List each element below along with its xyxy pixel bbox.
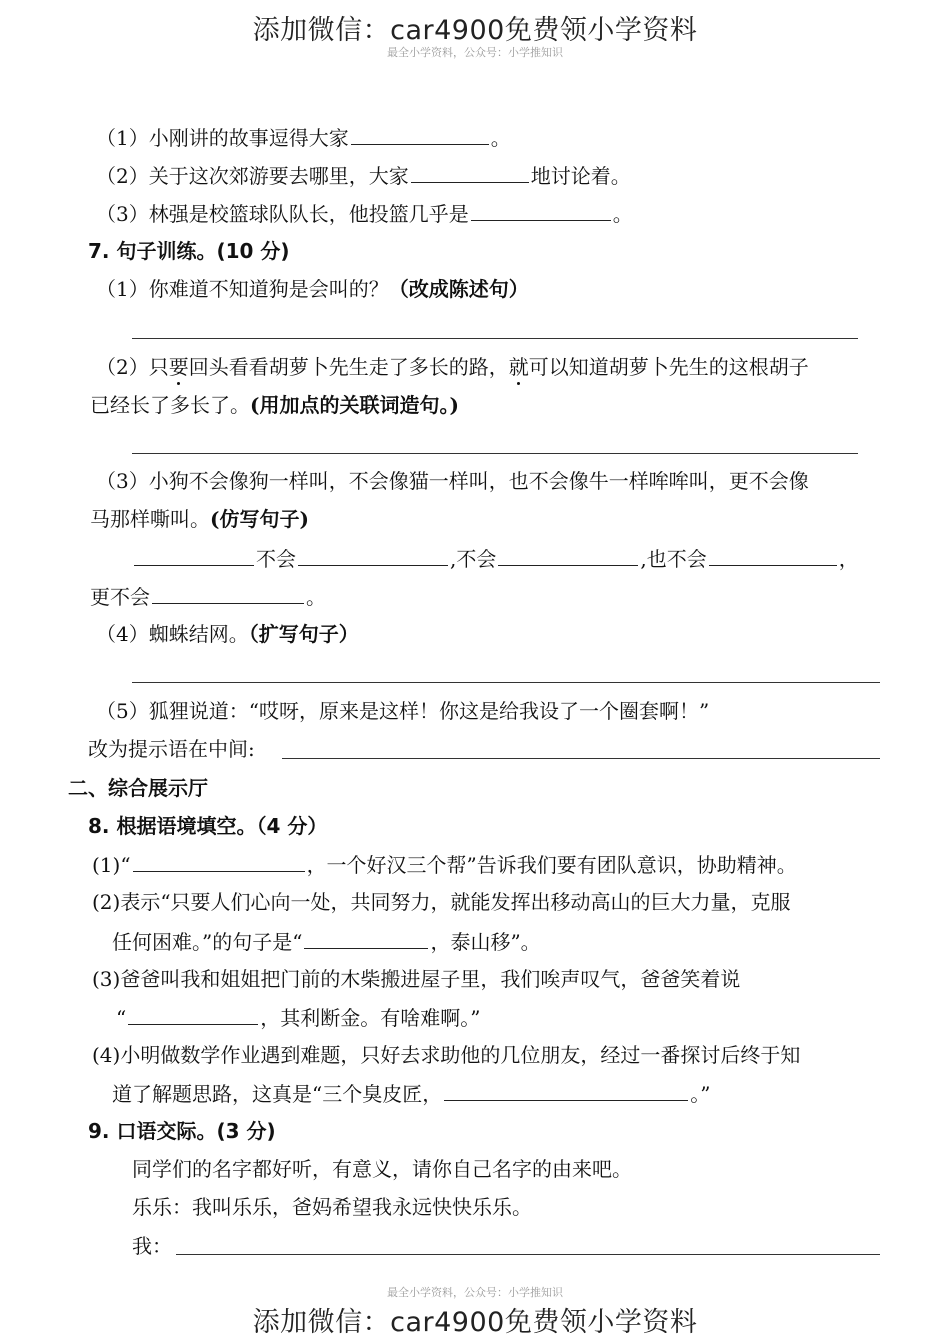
q8-item-3-line2 xyxy=(116,1004,480,1031)
q8-item-4-blank[interactable] xyxy=(444,1080,688,1101)
q8-item-2-post: ，泰山移”。 xyxy=(430,930,541,954)
q6-item-2-end: 地讨论着。 xyxy=(530,164,631,188)
promo-banner-bottom: 添加微信：car4900免费领小学资料 xyxy=(252,1307,698,1338)
q7-s2-text-d: 已经长了多长了。 xyxy=(90,393,250,417)
q7-s4-answer-line[interactable] xyxy=(132,682,880,683)
q6-item-2 xyxy=(96,162,631,189)
q7-s2-hint: (用加点的关联词造句。) xyxy=(250,393,459,417)
q7-s3-hint: (仿写句子) xyxy=(210,507,309,531)
q6-item-3-blank[interactable] xyxy=(471,200,611,221)
q7-s3-word-5: 更不会 xyxy=(90,585,150,609)
header-faint-text: 最全小学资料，公众号：小学推知识 xyxy=(387,46,563,59)
dotted-char-2: 就 xyxy=(508,355,529,379)
q7-s3-word-4: ， xyxy=(838,547,859,571)
q7-s4 xyxy=(96,621,359,647)
q7-s2-text-b: 回头看看胡萝卜先生走了多长的路， xyxy=(188,355,509,379)
q7-s3-fill-line2 xyxy=(90,583,326,610)
q7-s3-line1: （3）小狗不会像狗一样叫，不会像猫一样叫，也不会像牛一样哞哞叫，更不会像 xyxy=(96,469,809,493)
q8-item-4-post: 。” xyxy=(690,1082,711,1106)
q9-prompt: 同学们的名字都好听，有意义，请你自己名字的由来吧。 xyxy=(132,1157,632,1181)
dotted-char-1: 要 xyxy=(168,355,189,379)
q7-s3-word-1: 不会 xyxy=(256,547,296,571)
q6-item-3-end: 。 xyxy=(612,202,633,226)
q8-item-3-post: ，其利断金。有啥难啊。” xyxy=(260,1006,481,1030)
q7-s3-blank-3[interactable] xyxy=(498,545,638,566)
q7-s1-text: （1）你难道不知道狗是会叫的？ xyxy=(96,277,389,301)
q8-item-4-line2 xyxy=(112,1080,710,1107)
q7-s3-fill-line xyxy=(132,545,859,572)
q7-s2-line1 xyxy=(96,354,809,380)
q7-s4-hint: （扩写句子） xyxy=(248,622,359,646)
q6-item-1-text: （1）小刚讲的故事逗得大家 xyxy=(96,126,349,150)
q7-s1-hint: （改成陈述句） xyxy=(388,277,529,301)
q8-item-4-pre: 道了解题思路，这真是“三个臭皮匠， xyxy=(112,1082,443,1106)
q8-item-2-line2 xyxy=(112,928,541,955)
promo-banner-top: 添加微信：car4900免费领小学资料 xyxy=(252,15,698,46)
q6-item-3 xyxy=(96,200,633,227)
q7-s3-word-3: ,也不会 xyxy=(640,547,707,571)
q8-item-3-blank[interactable] xyxy=(128,1004,258,1025)
q8-item-3-pre: “ xyxy=(116,1006,127,1030)
q7-s3-text: 马那样嘶叫。 xyxy=(90,507,210,531)
q7-s5-line1: （5）狐狸说道：“哎呀，原来是这样！你这是给我设了一个圈套啊！” xyxy=(96,699,710,723)
q7-s3-blank-4[interactable] xyxy=(709,545,837,566)
q7-s2-text-c: 可以知道胡萝卜先生的这根胡子 xyxy=(528,355,809,379)
q7-s3-blank-2[interactable] xyxy=(298,545,448,566)
q6-item-1-blank[interactable] xyxy=(351,124,489,145)
q7-s5-line2: 改为提示语在中间: xyxy=(88,737,255,761)
q7-s2-answer-line[interactable] xyxy=(132,453,858,454)
q7-s2-text-a: （2）只 xyxy=(96,355,169,379)
q7-s3-word-6: 。 xyxy=(306,585,326,609)
q8-title: 8. 根据语境填空。（4 分） xyxy=(88,814,328,838)
q7-s1 xyxy=(96,276,529,302)
q6-item-3-text: （3）林强是校篮球队队长，他投篮几乎是 xyxy=(96,202,469,226)
q8-item-2-pre: 任何困难。”的句子是“ xyxy=(112,930,303,954)
q7-s3-blank-5[interactable] xyxy=(152,583,304,604)
q6-item-1 xyxy=(96,124,511,151)
q6-item-2-blank[interactable] xyxy=(411,162,529,183)
q9-example: 乐乐：我叫乐乐，爸妈希望我永远快快乐乐。 xyxy=(132,1195,532,1219)
q8-item-1 xyxy=(92,851,797,878)
q9-me-label: 我： xyxy=(132,1234,172,1258)
q9-title: 9. 口语交际。(3 分) xyxy=(88,1119,276,1143)
q7-s5-answer-line[interactable] xyxy=(282,758,880,759)
q6-item-1-end: 。 xyxy=(490,126,511,150)
q8-item-1-blank[interactable] xyxy=(133,851,305,872)
q8-item-3-line1: (3)爸爸叫我和姐姐把门前的木柴搬进屋子里，我们唉声叹气，爸爸笑着说 xyxy=(92,967,741,991)
q8-item-2-line1: (2)表示“只要人们心向一处，共同努力，就能发挥出移动高山的巨大力量，克服 xyxy=(92,890,791,914)
q8-item-1-pre: (1)“ xyxy=(92,853,131,877)
q9-answer-line[interactable] xyxy=(176,1254,880,1255)
q7-s4-text: （4）蜘蛛结网。 xyxy=(96,622,249,646)
q6-item-2-text: （2）关于这次郊游要去哪里，大家 xyxy=(96,164,409,188)
q7-s3-blank-1[interactable] xyxy=(134,545,254,566)
q7-title: 7. 句子训练。(10 分) xyxy=(88,239,290,263)
q7-s1-answer-line[interactable] xyxy=(132,338,858,339)
section2-title: 二、综合展示厅 xyxy=(68,776,208,800)
q7-s2-line2 xyxy=(90,392,459,418)
q8-item-1-post: ，一个好汉三个帮”告诉我们要有团队意识，协助精神。 xyxy=(306,853,797,877)
q8-item-2-blank[interactable] xyxy=(304,928,428,949)
footer-faint-text: 最全小学资料，公众号：小学推知识 xyxy=(387,1286,563,1299)
q7-s3-line2 xyxy=(90,506,309,532)
q7-s3-word-2: ,不会 xyxy=(450,547,497,571)
q8-item-4-line1: (4)小明做数学作业遇到难题，只好去求助他的几位朋友，经过一番探讨后终于知 xyxy=(92,1043,801,1067)
